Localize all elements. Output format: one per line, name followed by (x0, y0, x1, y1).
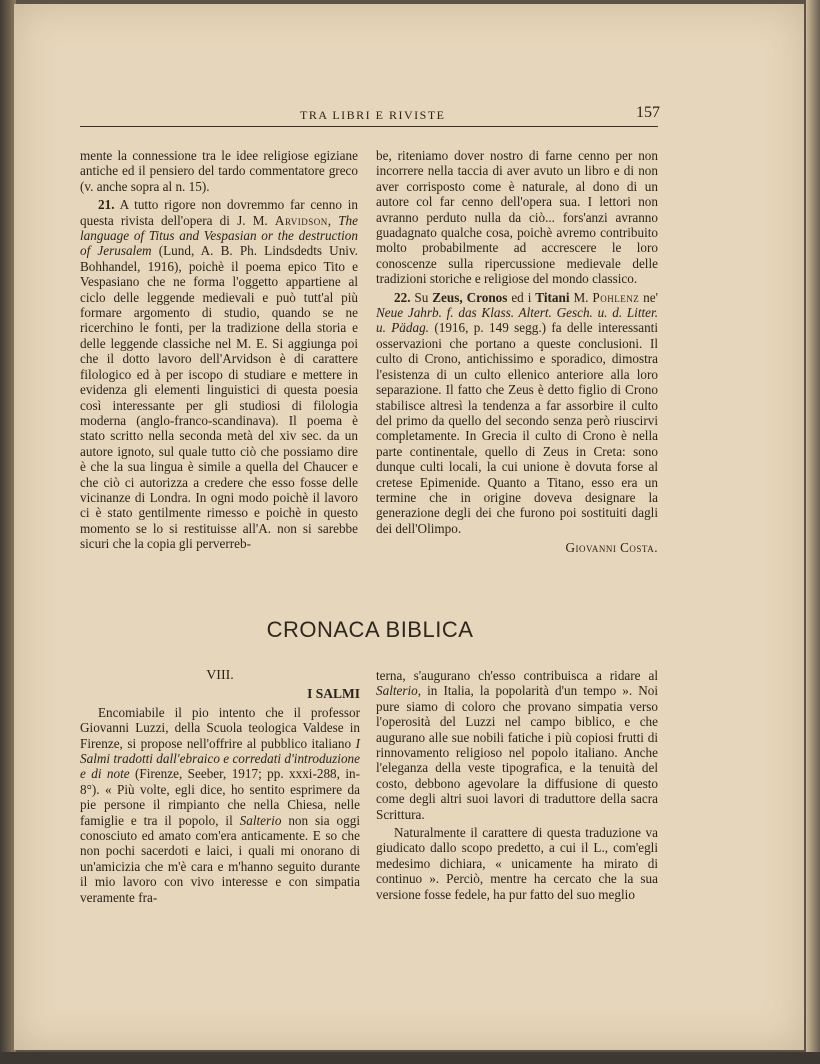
section-subtitle: I SALMI (307, 686, 360, 702)
paragraph (376, 668, 658, 822)
item-number: 21. (98, 197, 115, 213)
paragraph (376, 148, 658, 287)
running-title: TRA LIBRI E RIVISTE (300, 108, 446, 122)
paragraph (80, 148, 358, 194)
page-number: 157 (636, 104, 660, 121)
paragraph-text: non sia oggi conosciuto ed amato com'era anticamente. E so che non pochi sacerdoti e laici, i quali mi onorano di un'amicizia che m'è cara e m'hanno seguito durante il mio lavoro con vivo interesse e con simpatia veramente fra- (80, 812, 360, 905)
paragraph-text: A tutto rigore non dovremmo far cenno in questa rivista dell'opera di J. M. (80, 197, 358, 228)
paragraph-text: ed i (507, 289, 536, 305)
paragraph-text: mente la connessione tra le idee religiose egiziane antiche ed il pensiero del tardo commentatore greco (v. anche sopra al n. 15). (80, 148, 358, 194)
paragraph-text: ne' (639, 289, 658, 305)
column-left-top (80, 148, 358, 552)
signature: Giovanni Costa. (565, 540, 658, 556)
page-edge (806, 0, 820, 1064)
paragraph-text: (Lund, A. B. Ph. Lindsdedts Univ. Bohhandel, 1916), poichè il poema epico Tito e Vespasiano che ne forma l'oggetto appartiene al ciclo delle leggende medievali e può tutt'al più formare argomento di studio, quando se ne ricerchino le fonti, per la tradizione della storia e delle leggende classiche nel M. E. Si aggiunga poi che il dotto lavoro dell'Arvidson è di carattere filologico ed à per iscopo di studiare e mettere in evidenza gli elementi linguistici di questa poesia così interessante per gli studiosi di filologia moderna (anglo-franco-scandinava). Il poema è stato scritto nella seconda metà del xiv sec. da un autore ignoto, sul quale tutto ciò che possiamo dire è che la sua lingua è simile a quella del Chaucer e che ciò ci autorizza a credere che esso fosse delle vicinanze di Londra. In ogni modo poichè il lavoro ci è stato gentilmente rimesso e poichè in questo momento se lo si restituisse all'A. non si sarebbe sicuri che la copia gli perverreb- (80, 243, 358, 552)
column-right-bottom (376, 668, 658, 902)
section-number: VIII. (206, 668, 234, 683)
paragraph-text: Su (410, 289, 433, 305)
paragraph-text: , (327, 212, 339, 228)
paragraph-text: (Firenze, Seeber, 1917; pp. xxxi-288, in-8°). « Più volte, egli dice, ho sentito esprimere da pie persone il rimpianto che nella Chiesa, nelle famiglie e tra il popolo, il (80, 766, 360, 828)
paragraph-text: be, riteniamo dover nostro di farne cenno per non incorrere nella taccia di aver avuto un libro e di non aver corrisposto come è naturale, al dono di un autore col far cenno dell'opera sua. I lettori non avranno perduto nulla da ciò... fors'anzi avranno guadagnato qualche cosa, poichè avremo contribuito molto probabilmente ad accrescere le loro conoscenze sulla ripercussione medievale delle tradizioni storiche e religiose del mondo classico. (376, 148, 658, 287)
header-rule (80, 126, 658, 127)
paragraph-text: (1916, p. 149 segg.) fa delle interessanti osservazioni che portano a queste conclusioni. Il culto di Crono, antichissimo e sporadico, dimostra l'esistenza di un culto ellenico anteriore alla loro separazione. Il fatto che Zeus è detto figlio di Crono stabilisce altresì la tendenza a far assorbire il culto del primo da quello del secondo senza però riuscirvi completamente. In Grecia il culto di Crono è nella parte continentale, quello di Zeus in Creta: sono dunque culti locali, la cui unione è dovuta forse al cretese Epimenide. Quanto a Titano, esso era un termine che in origine doveva designare la generazione degli dei che furono poi sostituiti dagli dei dell'Olimpo. (376, 320, 659, 536)
paragraph-text: Encomiabile il pio intento che il professor Giovanni Luzzi, della Scuola teologica Valdese in Firenze, si propose nell'offrire al pubblico italiano (80, 704, 360, 751)
book-title: The language of Titus and Vespasian or the destruction of Jerusalem (80, 212, 358, 259)
paragraph-text: Naturalmente il carattere di questa traduzione va giudicato dallo scopo predetto, a cui il L., com'egli medesimo dichiara, « unicamente ha mirato di continuo ». Perciò, mentre ha cercato che la sua versione fosse fedele, ha pur fatto del suo meglio (376, 825, 658, 902)
author-name: Arvidson (274, 212, 328, 228)
paragraph-text: , in Italia, la popolarità d'un tempo ». Noi pure siamo di coloro che provano simpatia verso l'operosità del Luzzi nel campo biblico, e che augurano alle sue nobili fatiche i più copiosi frutti di rinnovamento religioso nel popolo italiano. Anche l'eleganza della veste tipografica, e la tenuità del costo, debbono agevolare la diffusione di questo come degli altri suoi lavori di traduttore della sacra Scrittura. (376, 683, 658, 822)
subject-bold: Titani (535, 289, 570, 305)
subject-bold: Zeus, Cronos (432, 289, 508, 305)
paragraph (80, 705, 360, 905)
page-bottom-edge (0, 1052, 820, 1064)
paragraph-21 (80, 197, 358, 551)
paragraph (376, 825, 658, 902)
salterio-italic: Salterio (239, 812, 282, 828)
column-left-bottom (80, 668, 360, 905)
section-title: CRONACA BIBLICA (266, 617, 474, 642)
salterio-italic: Salterio (376, 683, 418, 699)
author-name: Pohlenz (592, 289, 640, 305)
paragraph-text: M. (569, 289, 593, 305)
running-header (80, 106, 660, 128)
paragraph-text: terna, s'augurano ch'esso contribuisca a ridare al (376, 668, 658, 683)
book-title: I Salmi tradotti dall'ebraico e corredati d'introduzione e di note (80, 735, 360, 782)
journal-title: Neue Jahrb. f. das Klass. Altert. Gesch. u. d. Litter. u. Pädag. (376, 305, 658, 336)
column-right-top (376, 148, 658, 556)
paragraph-22 (376, 290, 658, 537)
item-number: 22. (394, 289, 411, 305)
